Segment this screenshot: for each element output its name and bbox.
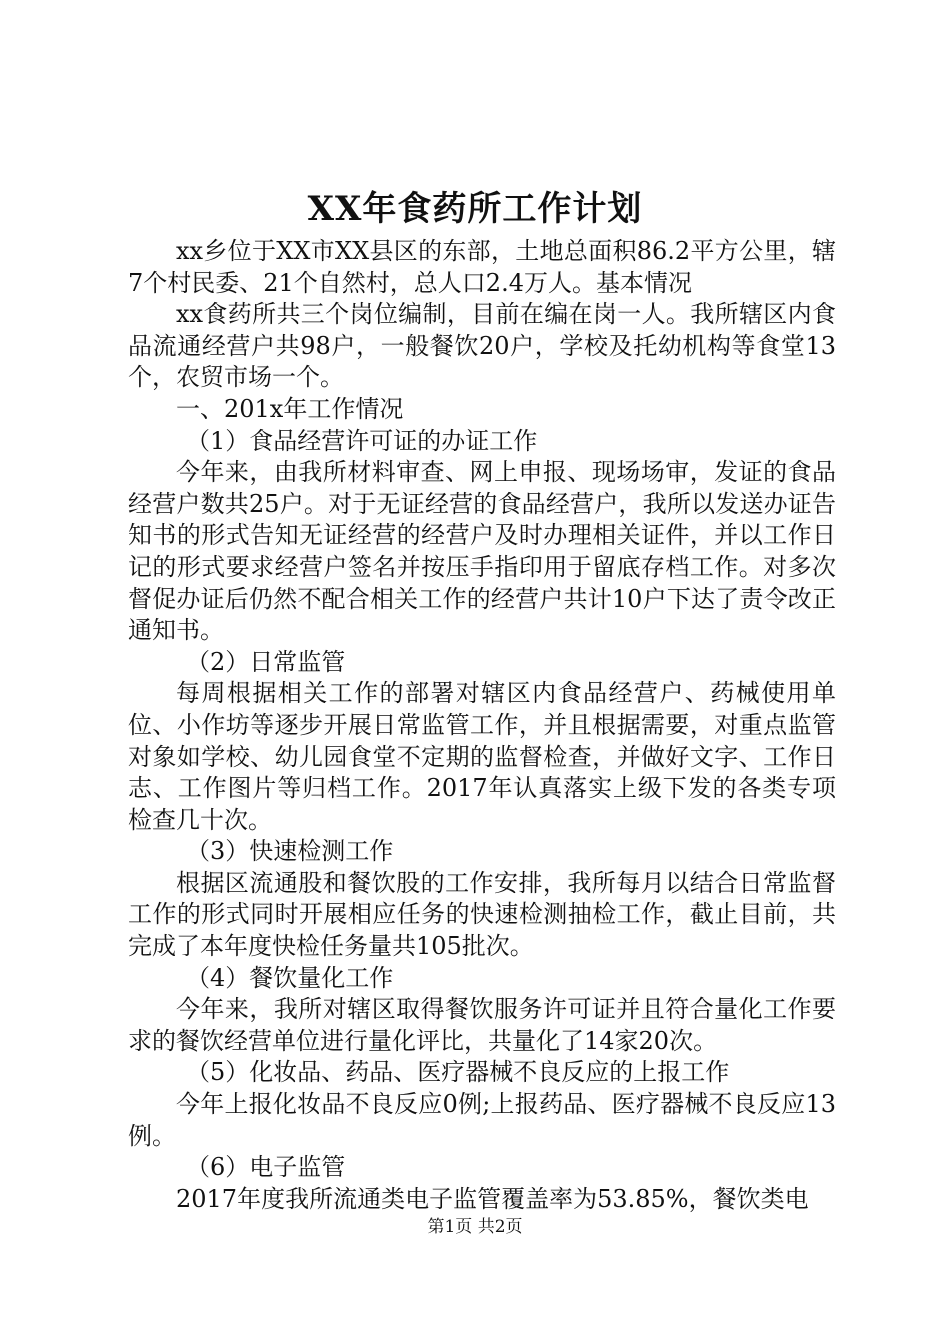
subsection-heading: （1）食品经营许可证的办证工作 <box>186 426 538 455</box>
subsection-heading: （2）日常监管 <box>186 647 346 676</box>
paragraph: 今年来，我所对辖区取得餐饮服务许可证并且符合量化工作要求的餐饮经营单位进行量化评比，共量化了14家20次。 <box>128 995 836 1055</box>
paragraph: 2017年度我所流通类电子监管覆盖率为53.85%，餐饮类电 <box>176 1184 809 1213</box>
page-footer: 第1页 共2页 <box>427 1217 523 1237</box>
paragraph: 今年上报化妆品不良反应0例;上报药品、医疗器械不良反应13例。 <box>128 1090 836 1150</box>
section-heading: 一、201x年工作情况 <box>176 394 404 423</box>
paragraph: xx乡位于XX市XX县区的东部，土地总面积86.2平方公里，辖7个村民委、21个自然村，总人口2.4万人。基本情况 <box>128 237 836 297</box>
document-body <box>128 236 836 1215</box>
subsection-heading: （3）快速检测工作 <box>186 837 394 866</box>
paragraph: 根据区流通股和餐饮股的工作安排，我所每月以结合日常监督工作的形式同时开展相应任务的快速检测抽检工作，截止目前，共完成了本年度快检任务量共105批次。 <box>128 868 836 961</box>
document-title: XX年食药所工作计划 <box>307 189 643 229</box>
paragraph: 今年来，由我所材料审查、网上申报、现场场审，发证的食品经营户数共25户。对于无证经营的食品经营户，我所以发送办证告知书的形式告知无证经营的经营户及时办理相关证件，并以工作日记的形式要求经营户签名并按压手指印用于留底存档工作。对多次督促办证后仍然不配合相关工作的经营户共计10户下达了责令改正通知书。 <box>128 458 836 645</box>
paragraph: xx食药所共三个岗位编制，目前在编在岗一人。我所辖区内食品流通经营户共98户，一般餐饮20户，学校及托幼机构等食堂13个，农贸市场一个。 <box>128 300 836 392</box>
subsection-heading: （5）化妆品、药品、医疗器械不良反应的上报工作 <box>186 1058 730 1087</box>
paragraph: 每周根据相关工作的部署对辖区内食品经营户、药械使用单位、小作坊等逐步开展日常监管工作，并且根据需要，对重点监管对象如学校、幼儿园食堂不定期的监督检查，并做好文字、工作日志、工作图片等归档工作。2017年认真落实上级下发的各类专项检查几十次。 <box>128 679 836 834</box>
subsection-heading: （6）电子监管 <box>186 1153 346 1182</box>
subsection-heading: （4）餐饮量化工作 <box>186 963 394 992</box>
